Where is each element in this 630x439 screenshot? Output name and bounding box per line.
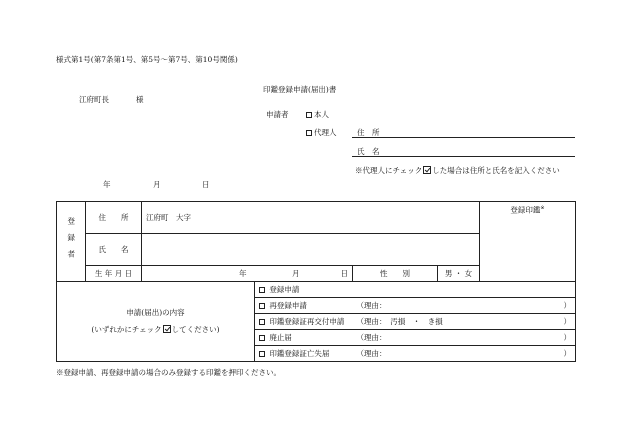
date-year: 年 [103, 180, 111, 189]
addressee-office: 江府町長 [79, 95, 109, 104]
request-item-register[interactable]: 登録申請 [255, 282, 576, 298]
registrant-address-field[interactable]: 江府町 大字 [142, 202, 480, 234]
seal-box[interactable] [480, 202, 576, 282]
registrant-birth-label: 生 年 月 日 [86, 266, 142, 282]
seal-mark: ※ [540, 205, 545, 211]
lost-reason[interactable]: （理由： ） [353, 346, 576, 362]
sex-value[interactable]: 男 ・ 女 [438, 266, 480, 282]
registrant-section-label: 登録者 [57, 202, 86, 282]
birth-month[interactable]: 月 [255, 266, 304, 282]
request-item-reregister[interactable]: 再登録申請 [255, 298, 353, 314]
registrant-name-field[interactable] [142, 234, 480, 266]
agent-note: ※代理人にチェック した場合は住所と氏名を記入ください [355, 166, 560, 175]
reissue-reason[interactable]: （理由： 汚損 ・ き損 ） [353, 314, 576, 330]
request-content-label: 申請(届出)の内容 (いずれかにチェック してください) [57, 282, 255, 362]
registrant-name-label: 氏 名 [86, 234, 142, 266]
agent-checkbox[interactable] [306, 130, 312, 136]
applicant-address-label: 住 所 [357, 128, 380, 137]
seal-label: 登録印鑑 [510, 205, 541, 215]
checked-box-icon [163, 325, 171, 333]
register-checkbox[interactable] [259, 287, 265, 293]
lost-checkbox[interactable] [259, 351, 265, 357]
registration-table [56, 201, 576, 362]
applicant-self-option[interactable]: 本人 [306, 111, 329, 119]
request-item-lost[interactable]: 印鑑登録証亡失届 [255, 346, 353, 362]
date-month: 月 [153, 180, 161, 189]
registrant-address-label: 住 所 [86, 202, 142, 234]
form-title: 印鑑登録申請(届出)書 [263, 85, 337, 94]
applicant-name-line[interactable] [352, 156, 575, 157]
reregister-reason[interactable]: （理由： ） [353, 298, 576, 314]
request-item-reissue[interactable]: 印鑑登録証再交付申請 [255, 314, 353, 330]
abolish-reason[interactable]: （理由： ） [353, 330, 576, 346]
addressee-honorific: 様 [136, 95, 144, 104]
checked-box-icon [423, 166, 431, 174]
birth-year[interactable]: 年 [142, 266, 255, 282]
applicant-label: 申請者 [266, 110, 289, 119]
date-day: 日 [202, 180, 210, 189]
reregister-checkbox[interactable] [259, 303, 265, 309]
self-checkbox[interactable] [306, 112, 312, 118]
sex-label: 性 別 [353, 266, 438, 282]
abolish-checkbox[interactable] [259, 335, 265, 341]
applicant-name-label: 氏 名 [357, 147, 380, 156]
form-number: 様式第1号(第7条第1号、第5号～第7号、第10号関係) [56, 55, 238, 64]
request-item-abolish[interactable]: 廃止届 [255, 330, 353, 346]
footnote: ※登録申請、再登録申請の場合のみ登録する印鑑を押印ください。 [56, 368, 281, 377]
birth-day[interactable]: 日 [304, 266, 353, 282]
reissue-checkbox[interactable] [259, 319, 265, 325]
applicant-agent-option[interactable]: 代理人 [306, 129, 337, 137]
applicant-address-line[interactable] [352, 137, 575, 138]
